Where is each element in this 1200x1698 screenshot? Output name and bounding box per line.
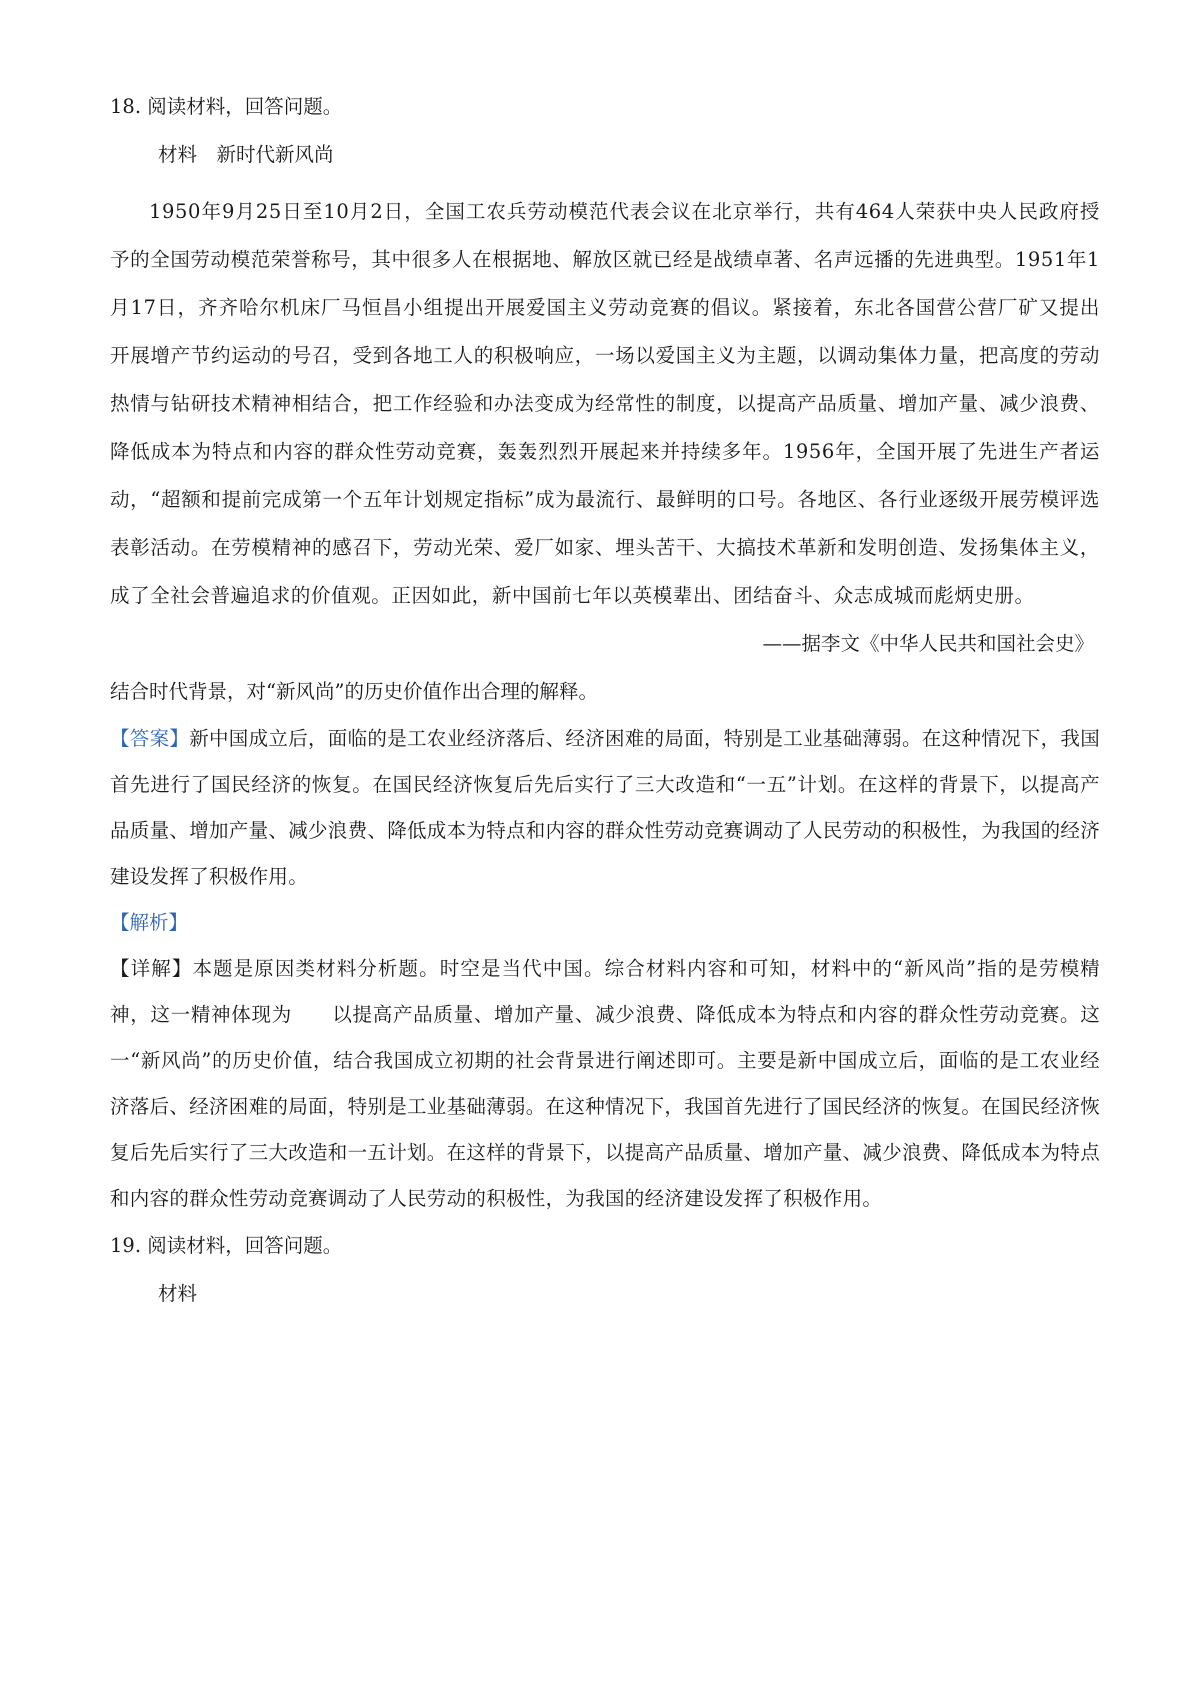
question-18-heading: 18. 阅读材料，回答问题。: [110, 95, 343, 118]
question-19-heading: 19. 阅读材料，回答问题。: [110, 1234, 343, 1257]
question-19-material-label: 材料: [158, 1282, 198, 1305]
document-page: [110, 92, 1100, 1318]
detail-tag: 【详解】: [110, 957, 193, 980]
question-prompt: 结合时代背景，对“新风尚”的历史价值作出合理的解释。: [110, 680, 598, 703]
answer-section: [110, 716, 1100, 900]
answer-tag: 【答案】: [110, 727, 190, 750]
material-source: ——据李文《中华人民共和国社会史》: [762, 632, 1094, 655]
analysis-section: [110, 900, 1100, 946]
material-body: [110, 188, 1100, 620]
detail-text: 本题是原因类材料分析题。时空是当代中国。综合材料内容和可知，材料中的“新风尚”指的是劳模精神，这一精神体现为 以提高产品质量、增加产量、减少浪费、降低成本为特点和内容的群众性劳动竞赛。这一“新风尚”的历史价值，结合我国成立初期的社会背景进行阐述即可。主要是新中国成立后，面临的是工农业经济落后、经济困难的局面，特别是工业基础薄弱。在这种情况下，我国首先进行了国民经济的恢复。在国民经济恢复后先后实行了三大改造和一五计划。在这样的背景下，以提高产品质量、增加产量、减少浪费、降低成本为特点和内容的群众性劳动竞赛调动了人民劳动的积极性，为我国的经济建设发挥了积极作用。: [110, 957, 1101, 1210]
material-paragraph: 1950年9月25日至10月2日，全国工农兵劳动模范代表会议在北京举行，共有464人荣获中央人民政府授予的全国劳动模范荣誉称号，其中很多人在根据地、解放区就已经是战绩卓著、名声远播的先进典型。1951年1月17日，齐齐哈尔机床厂马恒昌小组提出开展爱国主义劳动竞赛的倡议。紧接着，东北各国营公营厂矿又提出开展增产节约运动的号召，受到各地工人的积极响应，一场以爱国主义为主题，以调动集体力量，把高度的劳动热情与钻研技术精神相结合，把工作经验和办法变成为经常性的制度，以提高产品质量、增加产量、减少浪费、降低成本为特点和内容的群众性劳动竞赛，轰轰烈烈开展起来并持续多年。1956年，全国开展了先进生产者运动，“超额和提前完成第一个五年计划规定指标”成为最流行、最鲜明的口号。各地区、各行业逐级开展劳模评选表彰活动。在劳模精神的感召下，劳动光荣、爱厂如家、埋头苦干、大搞技术革新和发明创造、发扬集体主义，成了全社会普遍追求的价值观。正因如此，新中国前七年以英模辈出、团结奋斗、众志成城而彪炳史册。: [110, 200, 1100, 607]
material-title: 材料 新时代新风尚: [158, 143, 334, 166]
analysis-tag: 【解析】: [110, 911, 189, 934]
answer-text: 新中国成立后，面临的是工农业经济落后、经济困难的局面，特别是工业基础薄弱。在这种情况下，我国首先进行了国民经济的恢复。在国民经济恢复后先后实行了三大改造和“一五”计划。在这样的背景下，以提高产品质量、增加产量、减少浪费、降低成本为特点和内容的群众性劳动竞赛调动了人民劳动的积极性，为我国的经济建设发挥了积极作用。: [110, 727, 1101, 888]
detail-section: [110, 946, 1100, 1222]
